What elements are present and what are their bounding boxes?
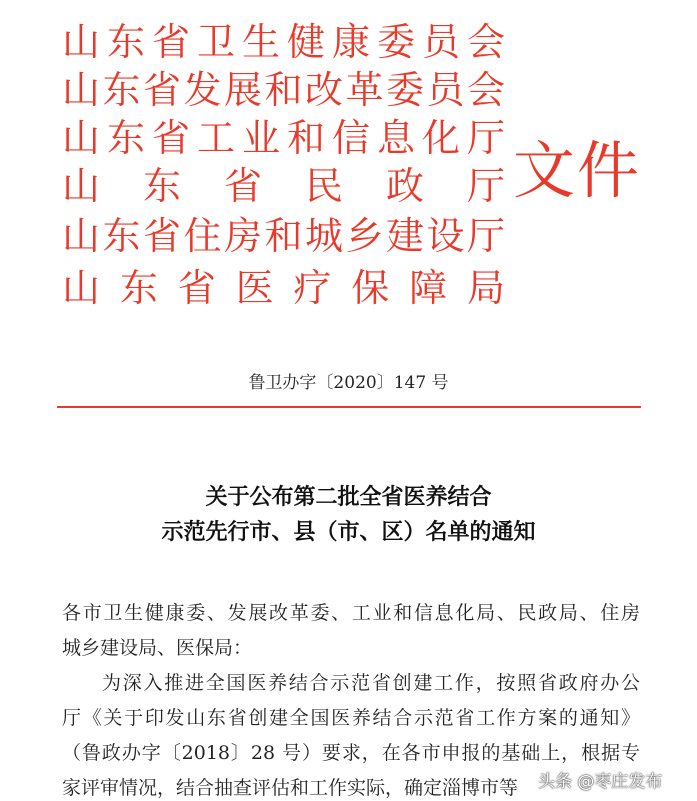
document-number: 鲁卫办字〔2020〕147 号 (248, 373, 449, 393)
body-line: 厅《关于印发山东省创建全国医养结合示范省工作方案的通知》 (62, 707, 640, 729)
issuer-medical-security-bureau: 山东省医疗保障局 (62, 266, 505, 310)
document-title-line2: 示范先行市、县（市、区）名单的通知 (161, 519, 536, 545)
issuer-development-reform-commission: 山东省发展和改革委员会 (62, 68, 505, 112)
red-divider (57, 406, 641, 408)
issuer-civil-affairs-department: 山东省民政厅 (62, 164, 505, 208)
body-line: 各市卫生健康委、发展改革委、工业和信息化局、民政局、住房 (62, 602, 640, 624)
issuer-housing-department: 山东省住房和城乡建设厅 (62, 214, 505, 258)
document-title-line1: 关于公布第二批全省医养结合 (205, 484, 492, 510)
watermark: 头条 @枣庄发布 (538, 772, 663, 792)
body-line: 家评审情况，结合抽查评估和工作实际，确定淄博市等 (62, 777, 519, 799)
issuer-health-commission: 山东省卫生健康委员会 (62, 20, 505, 64)
body-line: 城乡建设局、医保局： (62, 637, 253, 659)
body-line: （鲁政办字〔2018〕28 号）要求，在各市申报的基础上，根据专 (62, 742, 640, 764)
body-line: 为深入推进全国医养结合示范省创建工作，按照省政府办公 (102, 672, 640, 694)
document-type-label: 文件 (513, 134, 642, 207)
issuer-industry-it-department: 山东省工业和信息化厅 (62, 116, 505, 160)
